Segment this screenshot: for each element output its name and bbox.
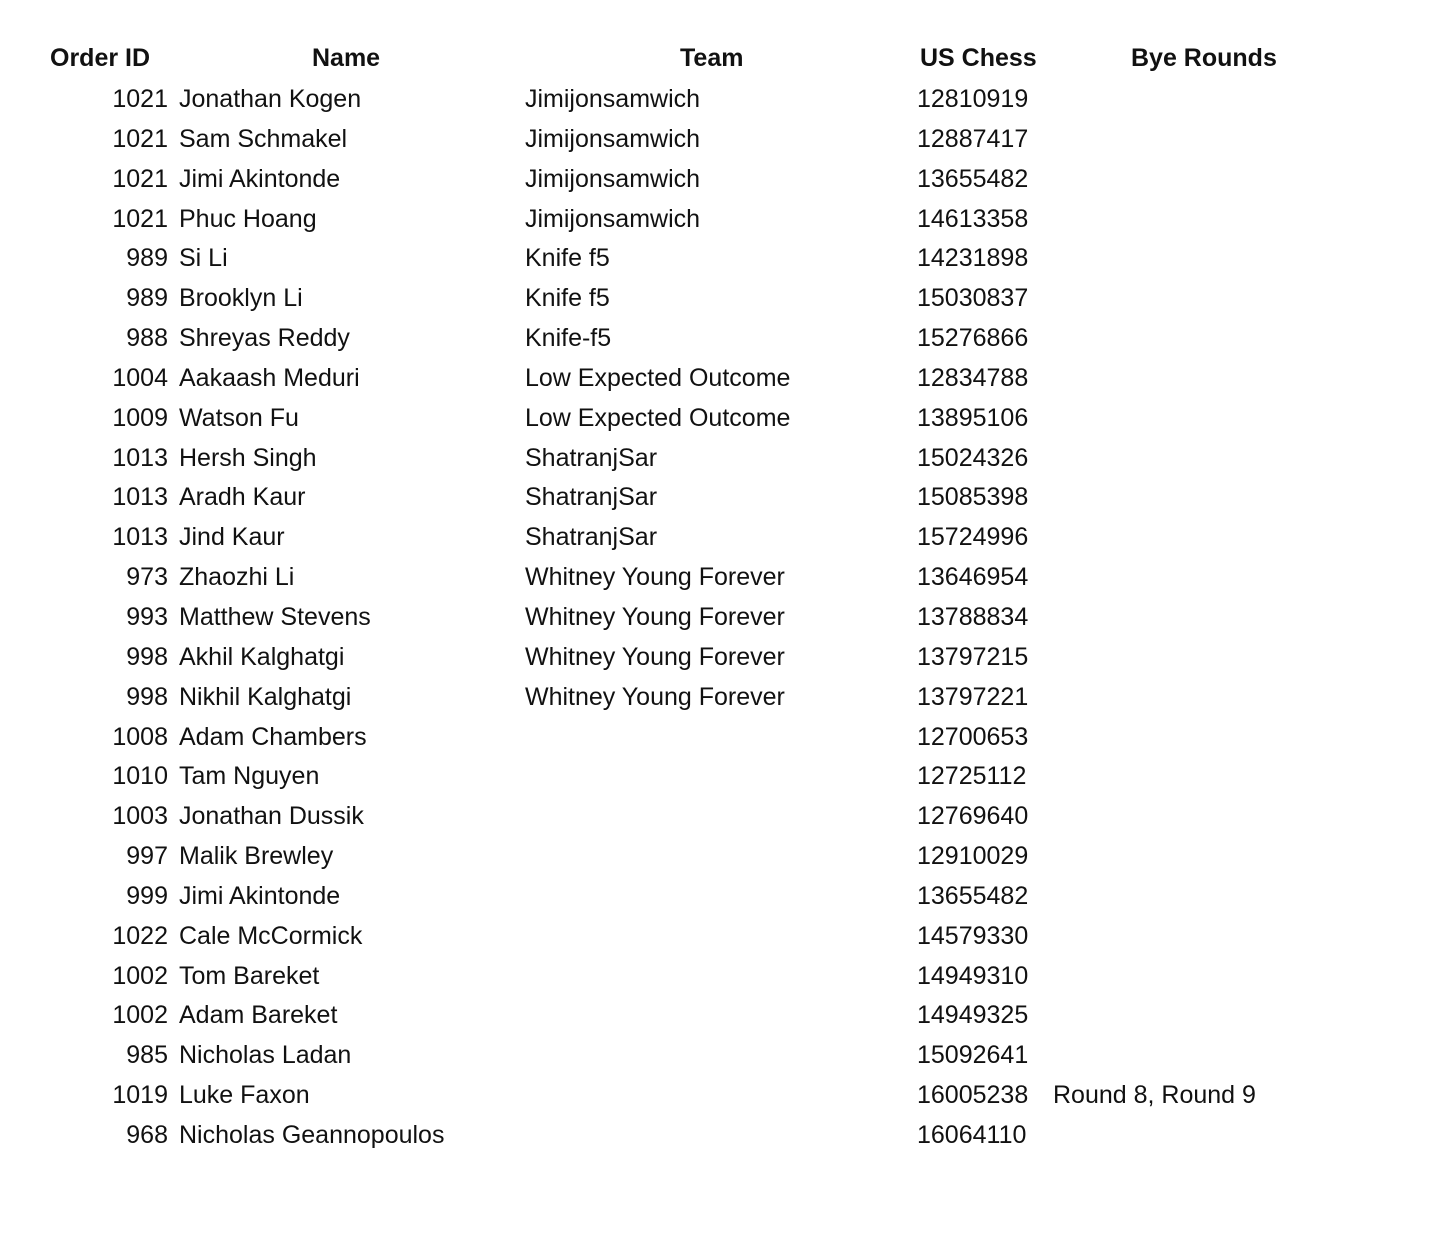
- cell-name: Matthew Stevens: [179, 602, 371, 631]
- table-row: [0, 79, 1449, 119]
- cell-name: Watson Fu: [179, 403, 299, 432]
- cell-us-chess: 15724996: [917, 523, 1029, 552]
- cell-us-chess: 16064110: [917, 1120, 1027, 1149]
- cell-us-chess: 14613358: [917, 204, 1029, 233]
- cell-team: Low Expected Outcome: [525, 363, 791, 392]
- cell-order-id: 973: [126, 563, 168, 592]
- cell-us-chess: 16005238: [917, 1081, 1029, 1110]
- cell-name: Adam Chambers: [179, 722, 367, 751]
- cell-order-id: 1002: [112, 1001, 168, 1030]
- table-row: [0, 238, 1449, 278]
- cell-us-chess: 14579330: [917, 921, 1029, 950]
- cell-order-id: 999: [126, 881, 168, 910]
- cell-team: Whitney Young Forever: [525, 563, 785, 592]
- cell-us-chess: 13655482: [917, 164, 1029, 193]
- cell-us-chess: 15030837: [917, 284, 1029, 313]
- cell-order-id: 993: [126, 602, 168, 631]
- cell-team: ShatranjSar: [525, 483, 658, 512]
- cell-order-id: 1013: [112, 443, 168, 472]
- cell-us-chess: 13655482: [917, 881, 1029, 910]
- cell-name: Adam Bareket: [179, 1001, 338, 1030]
- cell-us-chess: 15276866: [917, 324, 1029, 353]
- table-row: [0, 159, 1449, 199]
- table-row: [0, 995, 1449, 1035]
- cell-team: Jimijonsamwich: [525, 164, 701, 193]
- cell-name: Phuc Hoang: [179, 204, 317, 233]
- table-row: [0, 278, 1449, 318]
- table-row: [0, 677, 1449, 717]
- cell-name: Luke Faxon: [179, 1081, 310, 1110]
- cell-us-chess: 12725112: [917, 762, 1027, 791]
- cell-name: Nicholas Ladan: [179, 1041, 352, 1070]
- cell-name: Jimi Akintonde: [179, 881, 341, 910]
- table-row: [0, 1035, 1449, 1075]
- cell-us-chess: 12887417: [917, 124, 1029, 153]
- cell-team: Low Expected Outcome: [525, 403, 791, 432]
- table-header: [0, 40, 1449, 78]
- cell-order-id: 1021: [112, 124, 168, 153]
- cell-name: Jind Kaur: [179, 523, 285, 552]
- header-name: Name: [312, 44, 381, 72]
- cell-order-id: 998: [126, 642, 168, 671]
- cell-name: Nicholas Geannopoulos: [179, 1120, 445, 1149]
- cell-order-id: 1021: [112, 164, 168, 193]
- cell-team: Jimijonsamwich: [525, 204, 701, 233]
- cell-team: Knife f5: [525, 244, 610, 273]
- cell-order-id: 997: [126, 842, 168, 871]
- header-us-chess: US Chess: [920, 44, 1037, 72]
- cell-us-chess: 12769640: [917, 802, 1029, 831]
- table-row: [0, 438, 1449, 478]
- cell-us-chess: 13895106: [917, 403, 1029, 432]
- cell-us-chess: 15085398: [917, 483, 1029, 512]
- cell-us-chess: 14949310: [917, 961, 1029, 990]
- cell-name: Cale McCormick: [179, 921, 363, 950]
- table-row: [0, 199, 1449, 239]
- cell-us-chess: 12910029: [917, 842, 1029, 871]
- cell-us-chess: 12810919: [917, 85, 1029, 113]
- cell-team: Whitney Young Forever: [525, 682, 785, 711]
- cell-name: Aradh Kaur: [179, 483, 306, 512]
- cell-name: Jonathan Dussik: [179, 802, 364, 831]
- cell-name: Tam Nguyen: [179, 762, 320, 791]
- cell-name: Nikhil Kalghatgi: [179, 682, 352, 711]
- cell-us-chess: 13797215: [917, 642, 1029, 671]
- cell-order-id: 1009: [112, 403, 168, 432]
- cell-us-chess: 13788834: [917, 602, 1029, 631]
- cell-team: Knife f5: [525, 284, 610, 313]
- cell-order-id: 1010: [112, 762, 168, 791]
- cell-name: Si Li: [179, 244, 228, 273]
- cell-name: Jonathan Kogen: [179, 85, 362, 113]
- cell-order-id: 1004: [112, 363, 168, 392]
- cell-team: Jimijonsamwich: [525, 124, 701, 153]
- table-row: [0, 876, 1449, 916]
- table-body: [0, 79, 1449, 1155]
- cell-us-chess: 14949325: [917, 1001, 1029, 1030]
- cell-team: ShatranjSar: [525, 443, 658, 472]
- cell-name: Zhaozhi Li: [179, 563, 295, 592]
- header-bye-rounds: Bye Rounds: [1131, 44, 1277, 72]
- table-row: [0, 398, 1449, 438]
- cell-order-id: 988: [126, 324, 168, 353]
- cell-name: Aakaash Meduri: [179, 363, 360, 392]
- cell-us-chess: 15024326: [917, 443, 1029, 472]
- cell-name: Malik Brewley: [179, 842, 334, 871]
- cell-us-chess: 12834788: [917, 363, 1029, 392]
- cell-name: Shreyas Reddy: [179, 324, 350, 353]
- table-row: [0, 836, 1449, 876]
- cell-name: Akhil Kalghatgi: [179, 642, 345, 671]
- cell-us-chess: 15092641: [917, 1041, 1029, 1070]
- cell-team: Knife-f5: [525, 324, 612, 353]
- table-row: [0, 1075, 1449, 1115]
- table-row: [0, 119, 1449, 159]
- cell-team: Jimijonsamwich: [525, 85, 701, 113]
- cell-us-chess: 13797221: [917, 682, 1029, 711]
- cell-team: Whitney Young Forever: [525, 642, 785, 671]
- cell-order-id: 1019: [112, 1081, 168, 1110]
- cell-us-chess: 13646954: [917, 563, 1029, 592]
- cell-order-id: 1008: [112, 722, 168, 751]
- table-row: [0, 477, 1449, 517]
- cell-bye-rounds: Round 8, Round 9: [1053, 1081, 1256, 1110]
- table-row: [0, 1115, 1449, 1155]
- table-row: [0, 517, 1449, 557]
- cell-order-id: 1021: [112, 204, 168, 233]
- header-order-id: Order ID: [50, 44, 151, 72]
- cell-order-id: 1022: [112, 921, 168, 950]
- table-row: [0, 717, 1449, 757]
- table-row: [0, 318, 1449, 358]
- cell-order-id: 989: [126, 284, 168, 313]
- cell-order-id: 985: [126, 1041, 168, 1070]
- table-row: [0, 358, 1449, 398]
- cell-us-chess: 14231898: [917, 244, 1029, 273]
- cell-order-id: 1013: [112, 483, 168, 512]
- table-row: [0, 637, 1449, 677]
- table-row: [0, 916, 1449, 956]
- cell-order-id: 968: [126, 1120, 168, 1149]
- table-row: [0, 756, 1449, 796]
- table-row: [0, 557, 1449, 597]
- cell-team: ShatranjSar: [525, 523, 658, 552]
- cell-order-id: 1013: [112, 523, 168, 552]
- cell-order-id: 989: [126, 244, 168, 273]
- cell-name: Jimi Akintonde: [179, 164, 341, 193]
- table-row: [0, 956, 1449, 996]
- cell-team: Whitney Young Forever: [525, 602, 785, 631]
- cell-order-id: 1003: [112, 802, 168, 831]
- table-row: [0, 597, 1449, 637]
- table-row: [0, 796, 1449, 836]
- cell-order-id: 1002: [112, 961, 168, 990]
- cell-order-id: 1021: [112, 85, 168, 113]
- cell-name: Hersh Singh: [179, 443, 317, 472]
- cell-name: Brooklyn Li: [179, 284, 303, 313]
- cell-us-chess: 12700653: [917, 722, 1029, 751]
- header-team: Team: [680, 44, 744, 72]
- cell-name: Sam Schmakel: [179, 124, 348, 153]
- cell-name: Tom Bareket: [179, 961, 320, 990]
- cell-order-id: 998: [126, 682, 168, 711]
